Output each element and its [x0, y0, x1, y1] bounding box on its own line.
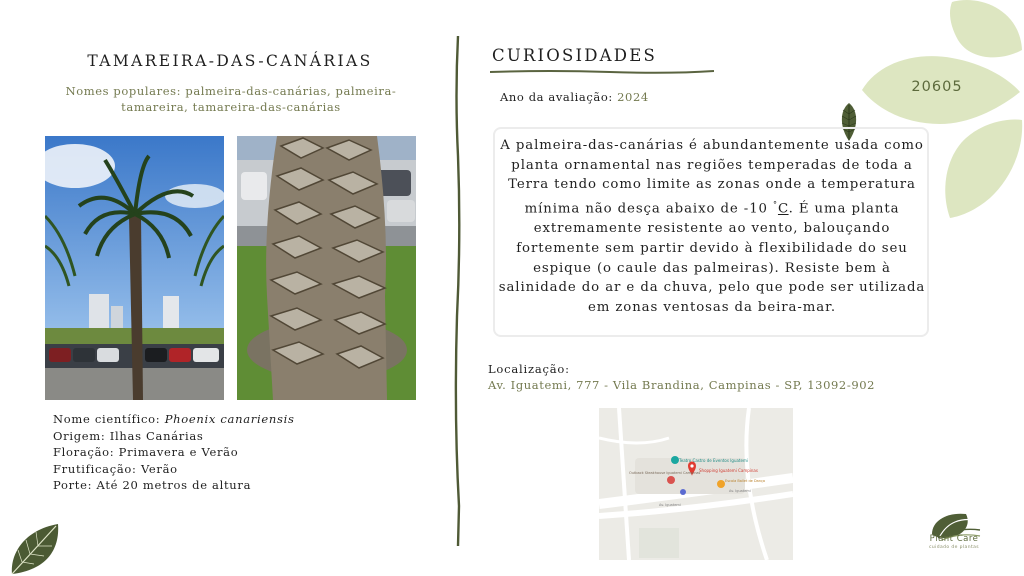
location-map[interactable]: [599, 408, 793, 560]
evaluation-year-label: Ano da avaliação:: [500, 90, 618, 104]
evaluation-year: [500, 90, 649, 104]
curiosities-text: [495, 136, 929, 318]
map-label: Escola Ballet de Dança: [725, 479, 766, 483]
map-label: Av. Iguatemi: [729, 489, 751, 493]
scientific-name-label: Nome científico:: [53, 412, 165, 426]
scientific-name-row: [53, 411, 295, 428]
evaluation-year-value: 2024: [617, 90, 649, 104]
plant-info: [53, 411, 295, 494]
plant-title: TAMAREIRA-DAS-CANÁRIAS: [87, 52, 373, 70]
degree-symbol: °: [773, 200, 778, 210]
map-label: Teatro Castro de Eventos Iguatemi: [679, 458, 748, 463]
curiosities-text-part2: . É uma planta extremamente resistente ao vento, balouçando fortemente sem partir devido à flexibilidade do seu espique (o caule das palmeiras). Resiste bem à salinidade do ar e da chuva, pelo que pode ser utilizada em zonas ventosas da beira-mar.: [498, 201, 926, 316]
map-label: Outback Steakhouse Iguatemi Campinas: [629, 471, 701, 475]
fruiting: Frutificação: Verão: [53, 461, 178, 476]
map-label: Shopping Iguatemi Campinas: [699, 468, 758, 473]
curiosities-title: CURIOSIDADES: [492, 46, 657, 65]
location-label: Localização:: [488, 362, 570, 376]
plant-code: 20605: [911, 79, 963, 95]
brand-name: Plant Care: [929, 534, 979, 544]
palm-trunk-photo: [237, 136, 416, 400]
curiosities-text-part1: A palmeira-das-canárias é abundantemente usada como planta ornamental nas regiões temperadas de toda a Terra tendo como limite as zonas onde a temperatura mínima não desça abaixo de -10: [500, 138, 924, 217]
location-address: Av. Iguatemi, 777 - Vila Brandina, Campinas - SP, 13092-902: [488, 378, 876, 392]
title-underline: [490, 68, 714, 76]
size: Porte: Até 20 metros de altura: [53, 478, 252, 493]
popular-names: Nomes populares: palmeira-das-canárias, palmeira-tamareira, tamareira-das-canárias: [65, 84, 397, 114]
scientific-name: Phoenix canariensis: [164, 412, 295, 426]
palm-tree-photo: [45, 136, 224, 400]
origin: Origem: Ilhas Canárias: [53, 428, 204, 443]
flowering: Floração: Primavera e Verão: [53, 445, 239, 460]
column-divider: [448, 36, 468, 546]
leaf-icon: [8, 520, 62, 576]
brand-tagline: cuidado de plantas: [928, 545, 980, 550]
celsius-unit: C: [777, 201, 789, 217]
map-label: Av. Iguatemi: [659, 503, 681, 507]
